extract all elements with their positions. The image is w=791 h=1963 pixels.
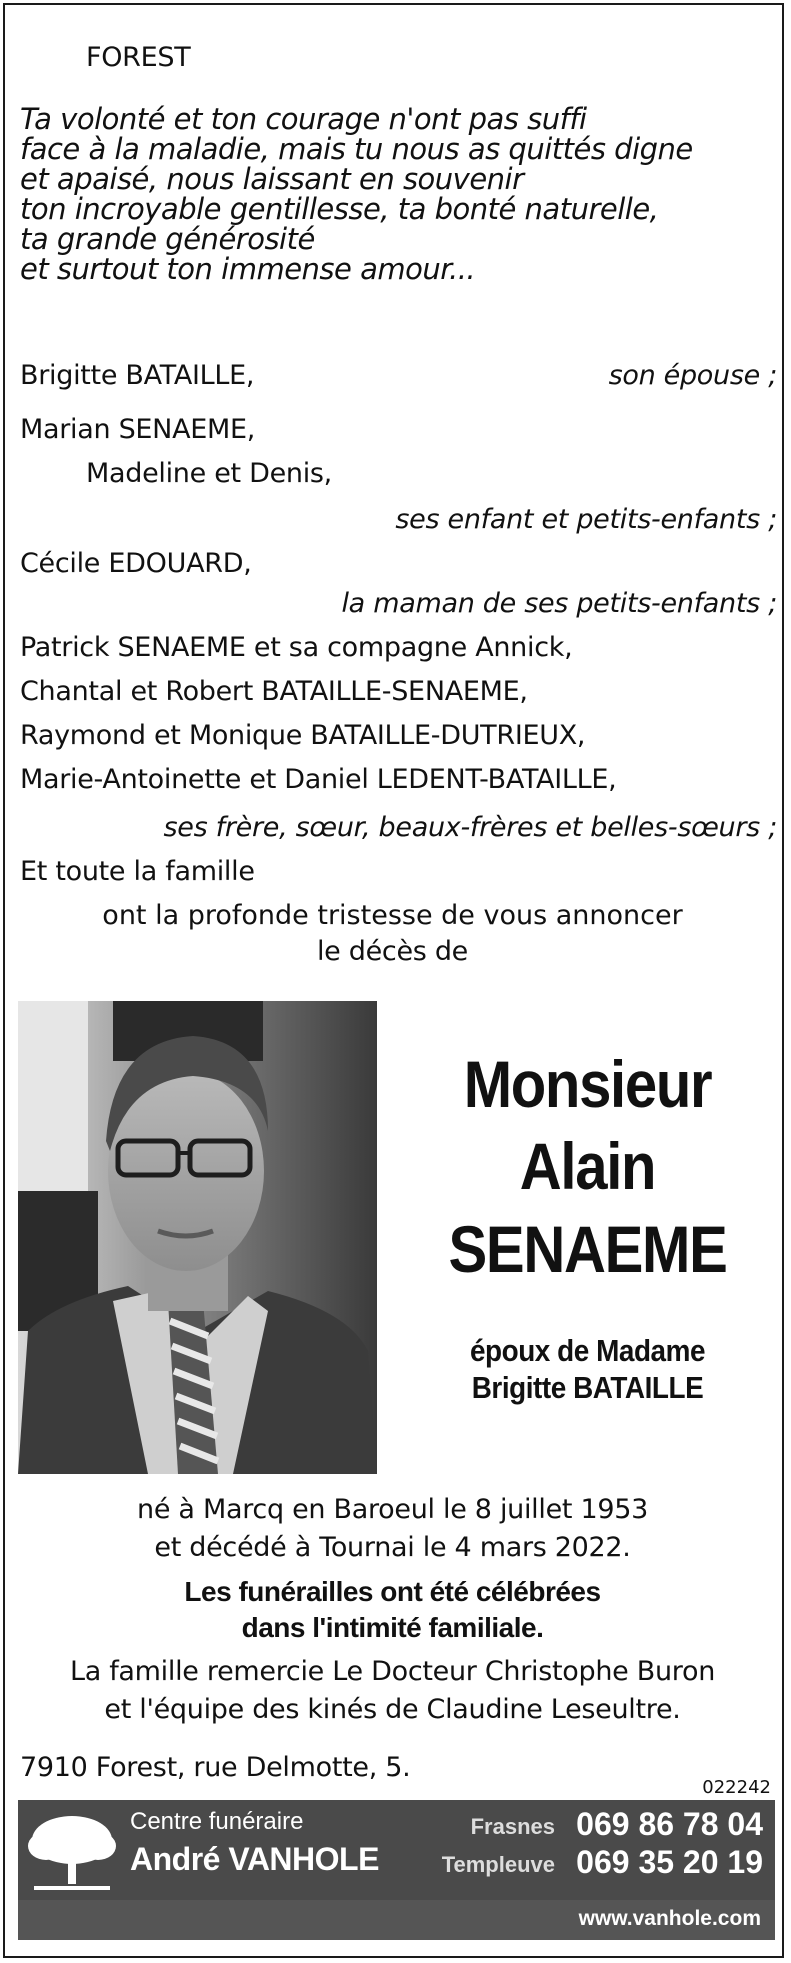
thanks-line-1: La famille remercie Le Docteur Christophe Buron (69, 1656, 716, 1687)
sibling-line: Raymond et Monique BATAILLE-DUTRIEUX, (20, 720, 586, 751)
website-link[interactable]: www.vanhole.com (578, 1907, 761, 1930)
mother-role: la maman de ses petits-enfants ; (341, 588, 777, 619)
sibling-line: Marie-Antoinette et Daniel LEDENT-BATAILLE, (20, 764, 617, 795)
spouse-role: son épouse ; (608, 360, 777, 391)
deceased-last-name: SENAEME (448, 1212, 727, 1286)
funeral-home-banner (18, 1800, 775, 1940)
funeral-line-1: Les funérailles ont été célébrées (184, 1576, 601, 1607)
grandchildren-names: Madeline et Denis, (86, 458, 332, 489)
location-templeuve: Templeuve (441, 1852, 555, 1877)
poem-line: et surtout ton immense amour... (20, 252, 476, 286)
poem-line: ta grande générosité (20, 222, 315, 256)
spouse-line-1: époux de Madame (469, 1333, 706, 1368)
siblings-role: ses frère, sœur, beaux-frères et belles-sœurs ; (163, 812, 777, 843)
place-header: FOREST (86, 42, 191, 73)
thanks-line-2: et l'équipe des kinés de Claudine Leseultre. (104, 1694, 681, 1725)
poem-line: Ta volonté et ton courage n'ont pas suffi (20, 102, 587, 136)
poem (20, 104, 693, 284)
mother-name: Cécile EDOUARD, (20, 548, 252, 579)
phone-templeuve: 069 35 20 19 (576, 1844, 763, 1880)
phone-frasnes: 069 86 78 04 (576, 1806, 763, 1842)
deceased-title: Monsieur (463, 1047, 712, 1121)
all-family: Et toute la famille (20, 856, 255, 887)
portrait-photo (18, 1001, 377, 1474)
sibling-line: Chantal et Robert BATAILLE-SENAEME, (20, 676, 528, 707)
poem-line: et apaisé, nous laissant en souvenir (20, 162, 524, 196)
tree-logo-icon (24, 1810, 120, 1896)
child-name: Marian SENAEME, (20, 414, 256, 445)
reference-number: 022242 (702, 1777, 771, 1798)
company-line-1: Centre funéraire (130, 1808, 304, 1835)
company-line-2: André VANHOLE (130, 1841, 379, 1877)
address: 7910 Forest, rue Delmotte, 5. (20, 1752, 411, 1783)
poem-line: ton incroyable gentillesse, ta bonté naturelle, (20, 192, 659, 226)
children-role: ses enfant et petits-enfants ; (395, 504, 777, 535)
birth-line: né à Marcq en Baroeul le 8 juillet 1953 (137, 1494, 648, 1525)
announcement-line-1: ont la profonde tristesse de vous annoncer (102, 900, 683, 931)
spouse-line-2: Brigitte BATAILLE (471, 1370, 704, 1405)
funeral-line-2: dans l'intimité familiale. (241, 1612, 544, 1643)
death-line: et décédé à Tournai le 4 mars 2022. (154, 1532, 631, 1563)
portrait-illustration (18, 1001, 377, 1474)
sibling-line: Patrick SENAEME et sa compagne Annick, (20, 632, 573, 663)
poem-line: face à la maladie, mais tu nous as quittés digne (20, 132, 693, 166)
spouse-name: Brigitte BATAILLE, (20, 360, 255, 391)
deceased-first-name: Alain (519, 1129, 656, 1203)
location-frasnes: Frasnes (470, 1814, 555, 1839)
announcement-line-2: le décès de (316, 936, 468, 967)
